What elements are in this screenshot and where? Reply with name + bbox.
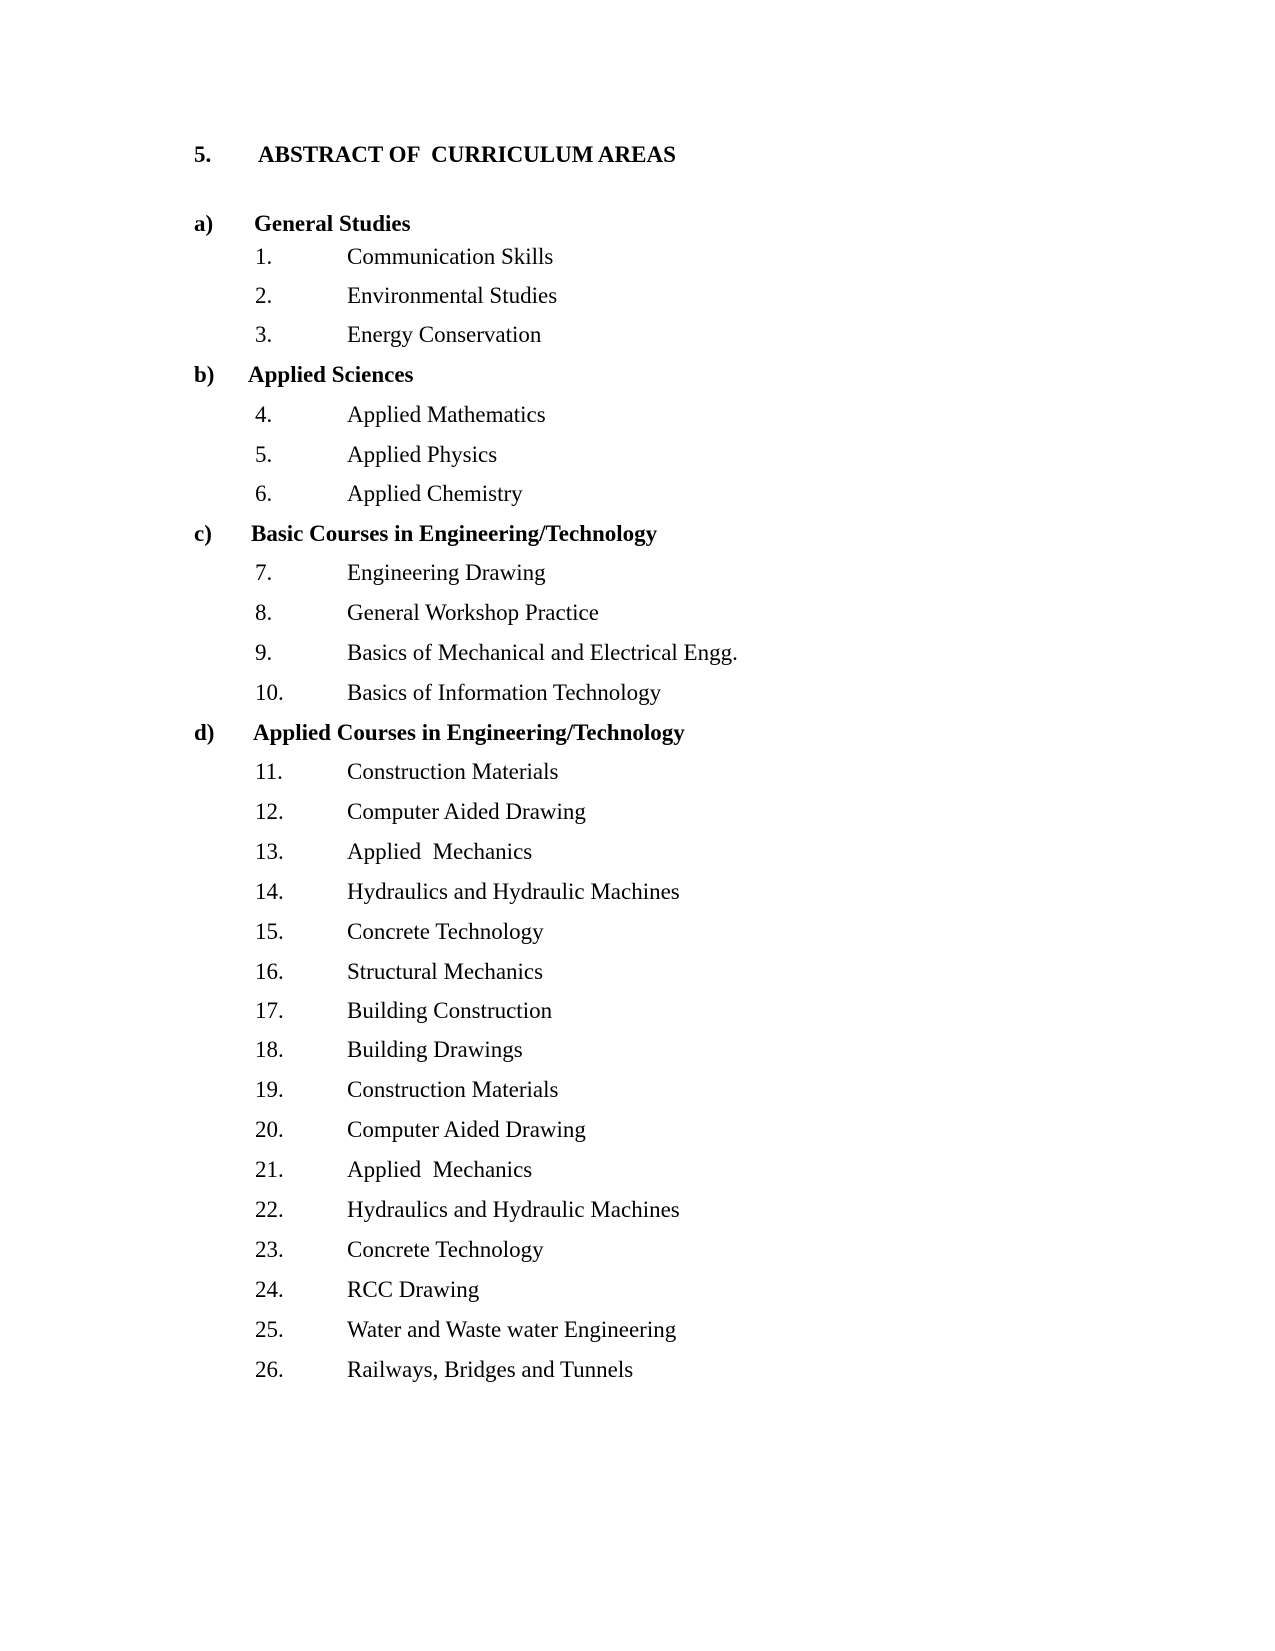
list-item — [255, 799, 586, 825]
item-text: Communication Skills — [347, 244, 554, 269]
section-heading-c — [194, 521, 657, 547]
list-item — [255, 680, 661, 706]
item-text: Building Construction — [347, 998, 553, 1023]
item-text: Basics of Information Technology — [347, 680, 662, 705]
item-number: 9. — [255, 640, 273, 665]
item-text: Construction Materials — [347, 759, 559, 784]
list-item — [255, 1197, 680, 1223]
section-title: General Studies — [254, 211, 411, 236]
item-text: General Workshop Practice — [347, 600, 599, 625]
item-number: 18. — [255, 1037, 284, 1062]
list-item — [255, 1277, 479, 1303]
section-letter: a) — [194, 211, 214, 236]
item-text: Hydraulics and Hydraulic Machines — [347, 879, 680, 904]
item-number: 14. — [255, 879, 284, 904]
item-number: 21. — [255, 1157, 284, 1182]
list-item — [255, 919, 544, 945]
list-item — [255, 1317, 676, 1343]
list-item — [255, 402, 546, 428]
item-text: Railways, Bridges and Tunnels — [347, 1357, 634, 1382]
item-text: Concrete Technology — [347, 1237, 544, 1262]
item-number: 1. — [255, 244, 273, 269]
list-item — [255, 959, 543, 985]
item-number: 26. — [255, 1357, 284, 1382]
list-item — [255, 600, 599, 626]
list-item — [255, 442, 497, 468]
section-letter: b) — [194, 362, 215, 387]
list-item — [255, 244, 553, 270]
section-heading-d — [194, 720, 685, 746]
list-item — [255, 640, 738, 666]
list-item — [255, 879, 680, 905]
section-title: Basic Courses in Engineering/Technology — [251, 521, 658, 546]
list-item — [255, 998, 552, 1024]
item-number: 15. — [255, 919, 284, 944]
list-item — [255, 1077, 558, 1103]
item-text: Applied Chemistry — [347, 481, 523, 506]
item-number: 22. — [255, 1197, 284, 1222]
heading-title: ABSTRACT OF CURRICULUM AREAS — [258, 142, 676, 167]
section-letter: d) — [194, 720, 215, 745]
item-text: RCC Drawing — [347, 1277, 480, 1302]
item-number: 19. — [255, 1077, 284, 1102]
item-text: Structural Mechanics — [347, 959, 544, 984]
section-letter: c) — [194, 521, 212, 546]
item-number: 17. — [255, 998, 284, 1023]
item-text: Water and Waste water Engineering — [347, 1317, 677, 1342]
item-text: Concrete Technology — [347, 919, 544, 944]
item-number: 12. — [255, 799, 284, 824]
item-number: 5. — [255, 442, 273, 467]
item-text: Computer Aided Drawing — [347, 799, 586, 824]
item-number: 16. — [255, 959, 284, 984]
item-text: Computer Aided Drawing — [347, 1117, 586, 1142]
item-number: 25. — [255, 1317, 284, 1342]
section-title: Applied Courses in Engineering/Technology — [253, 720, 685, 745]
list-item — [255, 1117, 586, 1143]
item-number: 24. — [255, 1277, 284, 1302]
list-item — [255, 1037, 523, 1063]
list-item — [255, 839, 532, 865]
section-title: Applied Sciences — [248, 362, 414, 387]
item-number: 23. — [255, 1237, 284, 1262]
item-number: 13. — [255, 839, 284, 864]
section-heading-b — [194, 362, 413, 388]
item-number: 2. — [255, 283, 273, 308]
list-item — [255, 481, 523, 507]
item-text: Applied Mathematics — [347, 402, 546, 427]
item-number: 8. — [255, 600, 273, 625]
list-item — [255, 283, 557, 309]
item-text: Applied Mechanics — [347, 839, 533, 864]
item-number: 7. — [255, 560, 273, 585]
item-text: Basics of Mechanical and Electrical Engg. — [347, 640, 738, 665]
item-text: Engineering Drawing — [347, 560, 546, 585]
list-item — [255, 1357, 633, 1383]
item-text: Environmental Studies — [347, 283, 558, 308]
list-item — [255, 1237, 544, 1263]
item-number: 11. — [255, 759, 283, 784]
item-text: Construction Materials — [347, 1077, 559, 1102]
list-item — [255, 322, 541, 348]
item-number: 6. — [255, 481, 273, 506]
item-text: Applied Physics — [347, 442, 498, 467]
item-number: 4. — [255, 402, 273, 427]
list-item — [255, 1157, 532, 1183]
item-text: Hydraulics and Hydraulic Machines — [347, 1197, 680, 1222]
list-item — [255, 560, 546, 586]
item-number: 20. — [255, 1117, 284, 1142]
item-number: 3. — [255, 322, 273, 347]
item-text: Applied Mechanics — [347, 1157, 533, 1182]
heading-number: 5. — [194, 142, 212, 167]
item-text: Energy Conservation — [347, 322, 542, 347]
list-item — [255, 759, 558, 785]
section-heading-a — [194, 211, 411, 237]
item-text: Building Drawings — [347, 1037, 523, 1062]
page-heading — [194, 142, 676, 168]
item-number: 10. — [255, 680, 284, 705]
